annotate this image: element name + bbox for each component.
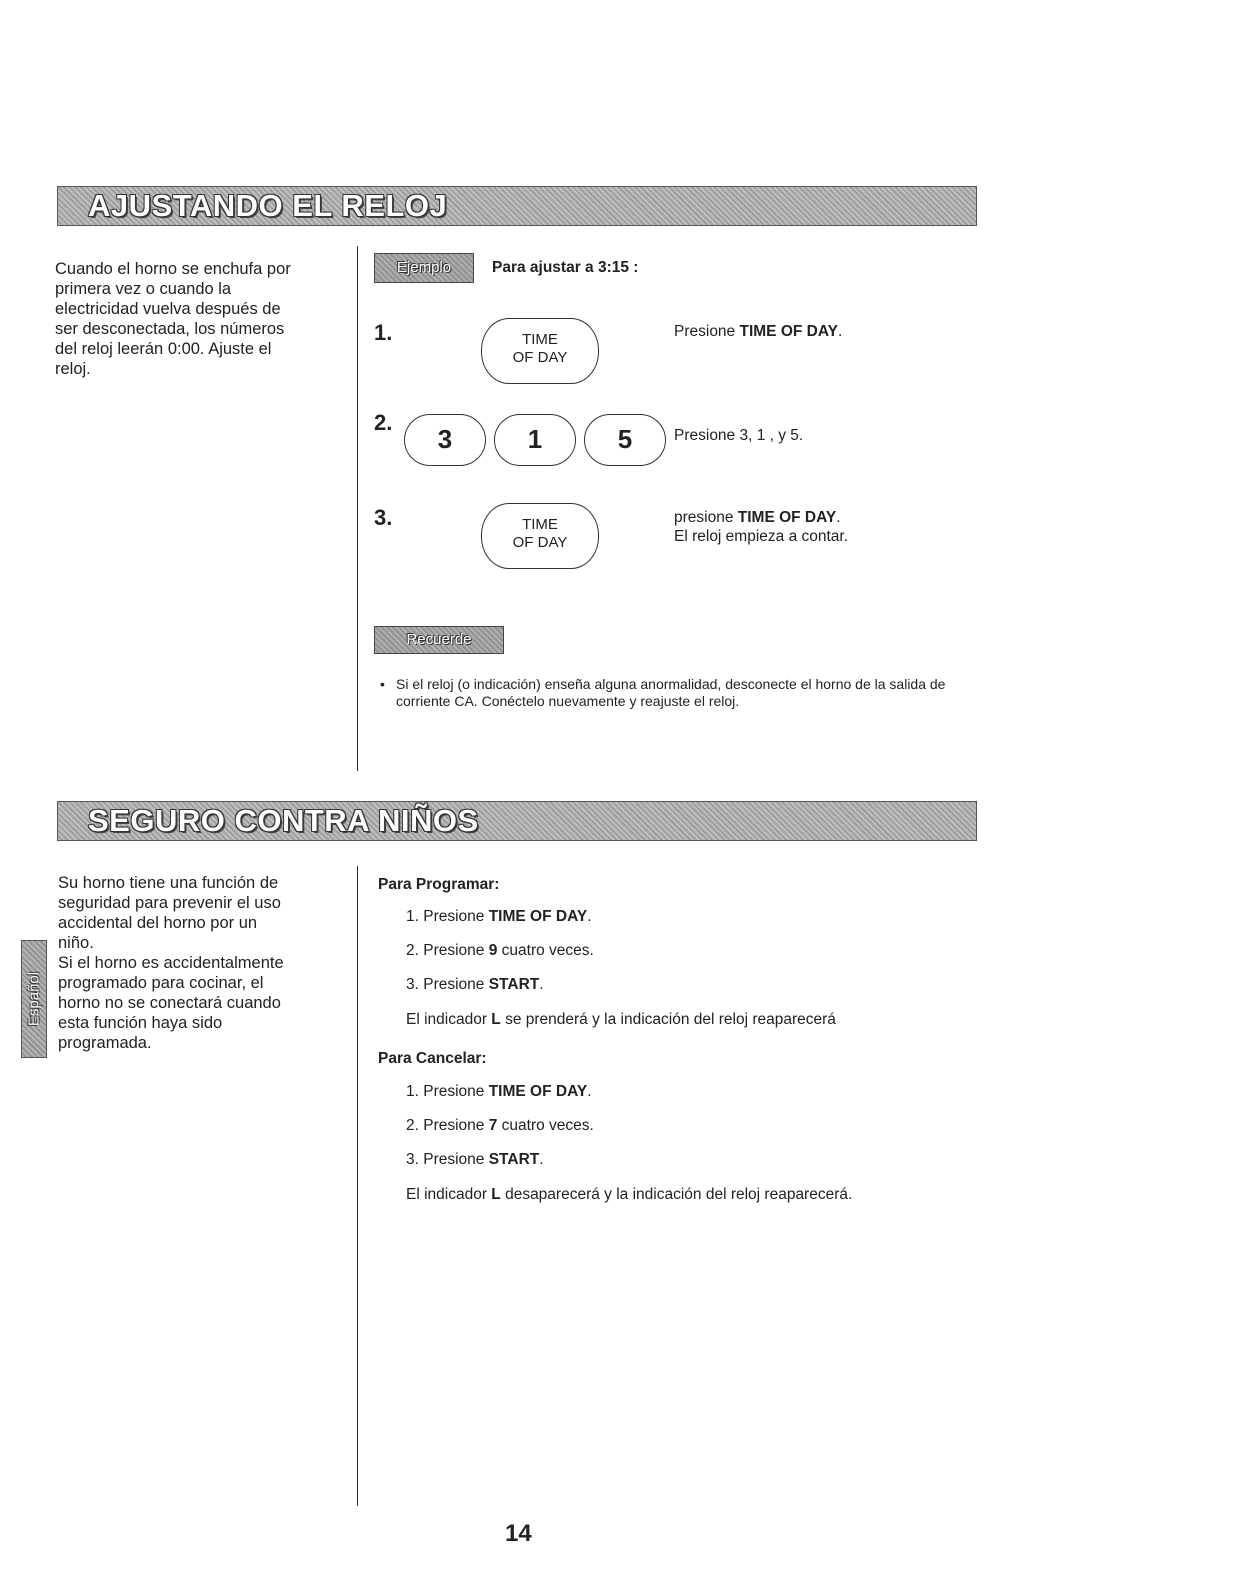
cancel-result-indicator: L xyxy=(491,1186,501,1203)
cancel-step-1-key: TIME OF DAY xyxy=(488,1083,588,1100)
step-3-number: 3. xyxy=(374,505,393,530)
cancel-result xyxy=(406,1186,852,1204)
program-step-2-pre: 2. Presione xyxy=(406,942,489,959)
reloj-intro-text: Cuando el horno se enchufa por primera vez o cuando la electricidad vuelva después de ser desconectada, los números del reloj leerán 0:00. Ajuste el reloj. xyxy=(55,260,291,378)
number-key-1: 1 xyxy=(494,414,576,466)
example-tag: Ejemplo xyxy=(374,253,474,283)
remember-bullet-dot: • xyxy=(380,676,385,692)
step-3-post: . xyxy=(836,509,841,526)
program-step-2-post: cuatro veces. xyxy=(497,942,594,959)
side-tab-label: Español xyxy=(25,971,43,1027)
cancel-step-1-pre: 1. Presione xyxy=(406,1083,489,1100)
section-banner-seguro xyxy=(57,801,977,841)
time-of-day-key xyxy=(481,503,599,569)
key-label-line2: OF DAY xyxy=(512,534,568,551)
number-key-3: 3 xyxy=(404,414,486,466)
number-key-5: 5 xyxy=(584,414,666,466)
program-result-pre: El indicador xyxy=(406,1011,492,1028)
cancel-step-3-pre: 3. Presione xyxy=(406,1151,489,1168)
program-result-indicator: L xyxy=(491,1011,501,1028)
program-step-2-key: 9 xyxy=(488,942,498,959)
section-title-seguro: SEGURO CONTRA NIÑOS xyxy=(88,803,479,838)
section-banner-reloj xyxy=(57,186,977,226)
program-result-post: se prenderá y la indicación del reloj reaparecerá xyxy=(500,1011,836,1028)
section-title-reloj: AJUSTANDO EL RELOJ xyxy=(88,188,448,223)
column-divider-2 xyxy=(357,866,358,1506)
cancel-step-3 xyxy=(406,1151,544,1169)
program-step-1 xyxy=(406,908,592,926)
step-2-number: 2. xyxy=(374,410,393,435)
program-step-3-key: START xyxy=(488,976,540,993)
seguro-intro-text: Su horno tiene una función de seguridad para prevenir el uso accidental del horno por un niño. Si el horno es accidentalmente programado para cocinar, el horno no se conectará cuando esta función haya sido programada. xyxy=(58,874,284,1052)
program-heading: Para Programar: xyxy=(378,876,500,893)
step-1-number: 1. xyxy=(374,320,393,345)
step-1-instruction xyxy=(674,322,842,341)
column-divider-1 xyxy=(357,246,358,771)
cancel-step-2-key: 7 xyxy=(488,1117,498,1134)
step-1-post: . xyxy=(837,323,843,340)
key-label-line2: OF DAY xyxy=(512,349,568,366)
program-step-1-key: TIME OF DAY xyxy=(488,908,588,925)
cancel-step-1 xyxy=(406,1083,592,1101)
cancel-step-2-post: cuatro veces. xyxy=(497,1117,594,1134)
program-step-2 xyxy=(406,942,594,960)
cancel-step-3-key: START xyxy=(488,1151,540,1168)
cancel-step-3-post: . xyxy=(539,1151,544,1168)
step-3-instruction xyxy=(674,508,848,546)
step-3-line-1 xyxy=(674,508,848,527)
step-3-pre: presione xyxy=(674,509,738,526)
time-of-day-key xyxy=(481,318,599,384)
cancel-result-pre: El indicador xyxy=(406,1186,492,1203)
cancel-step-1-post: . xyxy=(587,1083,592,1100)
cancel-heading: Para Cancelar: xyxy=(378,1050,487,1067)
key-label-line1: TIME xyxy=(522,331,558,348)
program-step-3-pre: 3. Presione xyxy=(406,976,489,993)
program-result xyxy=(406,1011,836,1029)
cancel-step-2 xyxy=(406,1117,594,1135)
program-step-3 xyxy=(406,976,544,994)
remember-tag: Recuerde xyxy=(374,626,504,654)
program-step-1-post: . xyxy=(587,908,592,925)
step-2-instruction: Presione 3, 1 , y 5. xyxy=(674,427,804,444)
example-heading: Para ajustar a 3:15 : xyxy=(492,259,639,276)
step-1-key-name: TIME OF DAY xyxy=(739,323,838,340)
remember-bullet-text: Si el reloj (o indicación) enseña alguna anormalidad, desconecte el horno de la salida de corriente CA. Conéctelo nuevamente y reajuste el reloj. xyxy=(396,676,946,709)
program-step-3-post: . xyxy=(539,976,544,993)
program-step-1-pre: 1. Presione xyxy=(406,908,489,925)
step-1-pre: Presione xyxy=(674,323,740,340)
step-3-key-name: TIME OF DAY xyxy=(737,509,837,526)
page-number: 14 xyxy=(505,1520,532,1547)
language-side-tab xyxy=(21,940,47,1058)
cancel-result-post: desaparecerá y la indicación del reloj reaparecerá. xyxy=(500,1186,853,1203)
step-3-line-2: El reloj empieza a contar. xyxy=(674,528,849,545)
key-label-line1: TIME xyxy=(522,516,558,533)
cancel-step-2-pre: 2. Presione xyxy=(406,1117,489,1134)
